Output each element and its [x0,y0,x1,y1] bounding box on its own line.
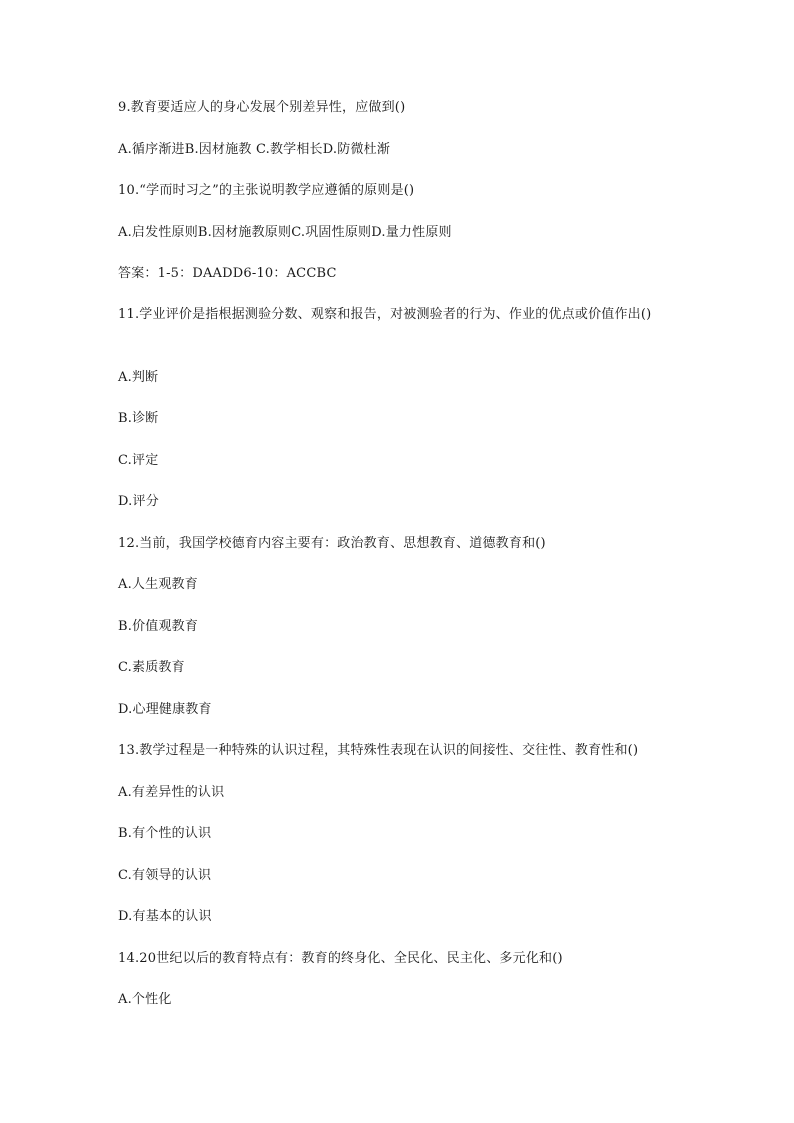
question-12-option-b: B.价值观教育 [118,619,199,634]
question-14-option-a: A.个性化 [118,992,172,1007]
question-12-option-d: D.心理健康教育 [118,702,212,717]
question-12-text: 12.当前，我国学校德育内容主要有：政治教育、思想教育、道德教育和() [118,536,546,551]
question-13-option-d: D.有基本的认识 [118,909,212,924]
question-11-option-c: C.评定 [118,453,159,468]
question-11-option-d: D.评分 [118,494,159,509]
question-11-option-b: B.诊断 [118,411,159,426]
question-9-text: 9.教育要适应人的身心发展个别差异性，应做到() [118,100,406,115]
question-14-text: 14.20世纪以后的教育特点有：教育的终身化、全民化、民主化、多元化和() [118,951,563,966]
question-12-option-c: C.素质教育 [118,660,185,675]
question-13-option-b: B.有个性的认识 [118,826,212,841]
question-13-option-c: C.有领导的认识 [118,868,212,883]
question-10-options: A.启发性原则B.因材施教原则C.巩固性原则D.量力性原则 [118,225,452,240]
question-13-option-a: A.有差异性的认识 [118,785,225,800]
question-12-option-a: A.人生观教育 [118,577,198,592]
answer-key: 答案：1-5：DAADD6-10：ACCBC [118,266,337,281]
question-10-text: 10.“学而时习之”的主张说明教学应遵循的原则是() [118,183,415,198]
question-13-text: 13.教学过程是一种特殊的认识过程，其特殊性表现在认识的间接性、交往性、教育性和() [118,743,639,758]
question-11-option-a: A.判断 [118,370,159,385]
question-11-text: 11.学业评价是指根据测验分数、观察和报告，对被测验者的行为、作业的优点或价值作出() [118,307,652,322]
question-9-options: A.循序渐进B.因材施教 C.教学相长D.防微杜渐 [118,142,391,157]
